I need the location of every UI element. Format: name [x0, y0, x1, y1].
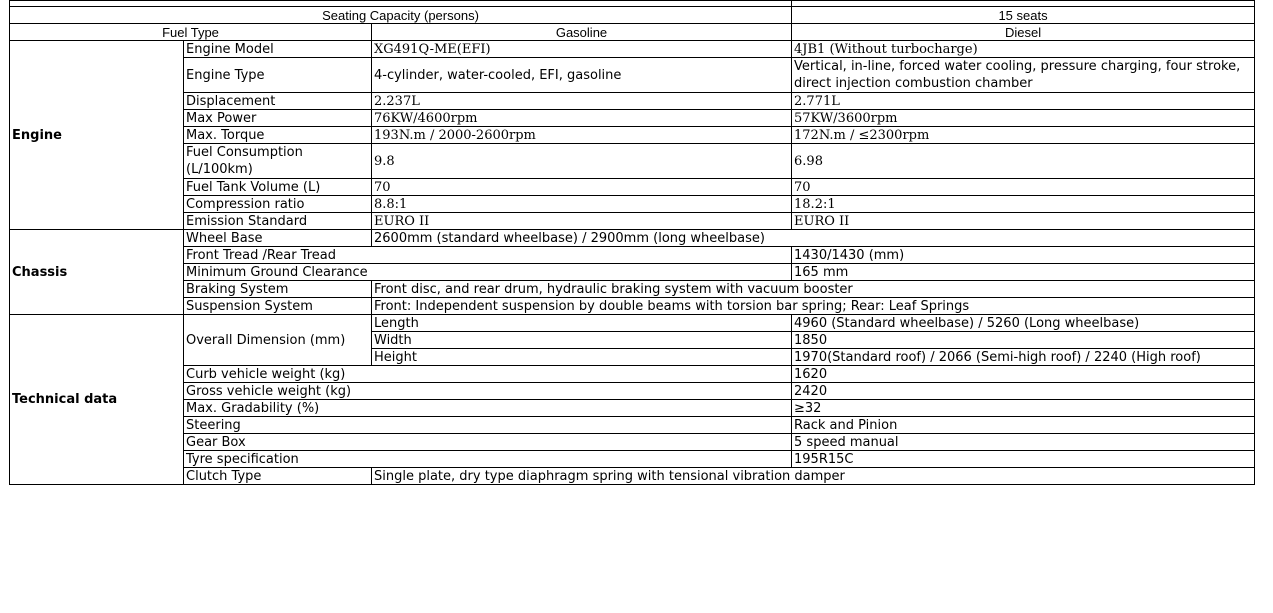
spec-table: [9, 0, 1255, 485]
length-value: 4960 (Standard wheelbase) / 5260 (Long wheelbase): [792, 315, 1255, 332]
fuel-type-label: Fuel Type: [10, 24, 372, 41]
curb-weight-value: 1620: [792, 366, 1255, 383]
gross-weight-label: Gross vehicle weight (kg): [184, 383, 792, 400]
group-technical: Technical data: [10, 315, 184, 485]
group-chassis: Chassis: [10, 230, 184, 315]
clutch-row: [10, 468, 1255, 485]
tread-row: [10, 247, 1255, 264]
compression-label: Compression ratio: [184, 196, 372, 213]
tyre-row: [10, 451, 1255, 468]
fuel-tank-gasoline: 70: [372, 179, 792, 196]
steering-value: Rack and Pinion: [792, 417, 1255, 434]
gross-weight-row: [10, 383, 1255, 400]
displacement-row: [10, 93, 1255, 110]
seating-value: 15 seats: [792, 7, 1255, 24]
curb-weight-label: Curb vehicle weight (kg): [184, 366, 792, 383]
length-label: Length: [372, 315, 792, 332]
displacement-label: Displacement: [184, 93, 372, 110]
engine-type-row: [10, 58, 1255, 93]
curb-weight-row: [10, 366, 1255, 383]
seating-row: [10, 7, 1255, 24]
clutch-label: Clutch Type: [184, 468, 372, 485]
fuel-tank-row: [10, 179, 1255, 196]
fuel-consumption-diesel: 6.98: [792, 144, 1255, 179]
braking-value: Front disc, and rear drum, hydraulic braking system with vacuum booster: [372, 281, 1255, 298]
fuel-gasoline-header: Gasoline: [372, 24, 792, 41]
clearance-row: [10, 264, 1255, 281]
engine-model-gasoline: XG491Q-ME(EFI): [372, 41, 792, 58]
emission-diesel: EURO II: [792, 213, 1255, 230]
wheel-base-label: Wheel Base: [184, 230, 372, 247]
fuel-consumption-gasoline: 9.8: [372, 144, 792, 179]
group-engine: Engine: [10, 41, 184, 230]
engine-model-diesel: 4JB1 (Without turbocharge): [792, 41, 1255, 58]
max-power-label: Max Power: [184, 110, 372, 127]
height-label: Height: [372, 349, 792, 366]
max-torque-row: [10, 127, 1255, 144]
suspension-value: Front: Independent suspension by double beams with torsion bar spring; Rear: Leaf Springs: [372, 298, 1255, 315]
gradability-row: [10, 400, 1255, 417]
emission-label: Emission Standard: [184, 213, 372, 230]
length-row: [10, 315, 1255, 332]
braking-row: [10, 281, 1255, 298]
braking-label: Braking System: [184, 281, 372, 298]
displacement-diesel: 2.771L: [792, 93, 1255, 110]
max-torque-label: Max. Torque: [184, 127, 372, 144]
gearbox-label: Gear Box: [184, 434, 792, 451]
width-label: Width: [372, 332, 792, 349]
gearbox-row: [10, 434, 1255, 451]
max-power-diesel: 57KW/3600rpm: [792, 110, 1255, 127]
max-torque-gasoline: 193N.m / 2000-2600rpm: [372, 127, 792, 144]
fuel-consumption-row: [10, 144, 1255, 179]
gradability-label: Max. Gradability (%): [184, 400, 792, 417]
gradability-value: ≥32: [792, 400, 1255, 417]
fuel-type-row: [10, 24, 1255, 41]
suspension-label: Suspension System: [184, 298, 372, 315]
overall-dimension-label: Overall Dimension (mm): [184, 315, 372, 366]
max-torque-diesel: 172N.m / ≤2300rpm: [792, 127, 1255, 144]
engine-model-row: [10, 41, 1255, 58]
tread-value: 1430/1430 (mm): [792, 247, 1255, 264]
compression-gasoline: 8.8:1: [372, 196, 792, 213]
fuel-tank-label: Fuel Tank Volume (L): [184, 179, 372, 196]
engine-model-label: Engine Model: [184, 41, 372, 58]
emission-row: [10, 213, 1255, 230]
clutch-value: Single plate, dry type diaphragm spring with tensional vibration damper: [372, 468, 1255, 485]
height-value: 1970(Standard roof) / 2066 (Semi-high roof) / 2240 (High roof): [792, 349, 1255, 366]
gearbox-value: 5 speed manual: [792, 434, 1255, 451]
max-power-row: [10, 110, 1255, 127]
steering-label: Steering: [184, 417, 792, 434]
fuel-diesel-header: Diesel: [792, 24, 1255, 41]
max-power-gasoline: 76KW/4600rpm: [372, 110, 792, 127]
tyre-label: Tyre specification: [184, 451, 792, 468]
gross-weight-value: 2420: [792, 383, 1255, 400]
tread-label: Front Tread /Rear Tread: [184, 247, 792, 264]
wheel-base-row: [10, 230, 1255, 247]
emission-gasoline: EURO II: [372, 213, 792, 230]
engine-type-label: Engine Type: [184, 58, 372, 93]
suspension-row: [10, 298, 1255, 315]
width-value: 1850: [792, 332, 1255, 349]
wheel-base-value: 2600mm (standard wheelbase) / 2900mm (long wheelbase): [372, 230, 1255, 247]
displacement-gasoline: 2.237L: [372, 93, 792, 110]
steering-row: [10, 417, 1255, 434]
compression-diesel: 18.2:1: [792, 196, 1255, 213]
engine-type-gasoline: 4-cylinder, water-cooled, EFI, gasoline: [372, 58, 792, 93]
seating-label: Seating Capacity (persons): [10, 7, 792, 24]
fuel-tank-diesel: 70: [792, 179, 1255, 196]
spec-sheet: [9, 0, 1254, 485]
engine-type-diesel: Vertical, in-line, forced water cooling, pressure charging, four stroke, direct injection combustion chamber: [792, 58, 1255, 93]
clearance-value: 165 mm: [792, 264, 1255, 281]
compression-row: [10, 196, 1255, 213]
tyre-value: 195R15C: [792, 451, 1255, 468]
fuel-consumption-label: Fuel Consumption (L/100km): [184, 144, 372, 179]
clearance-label: Minimum Ground Clearance: [184, 264, 792, 281]
